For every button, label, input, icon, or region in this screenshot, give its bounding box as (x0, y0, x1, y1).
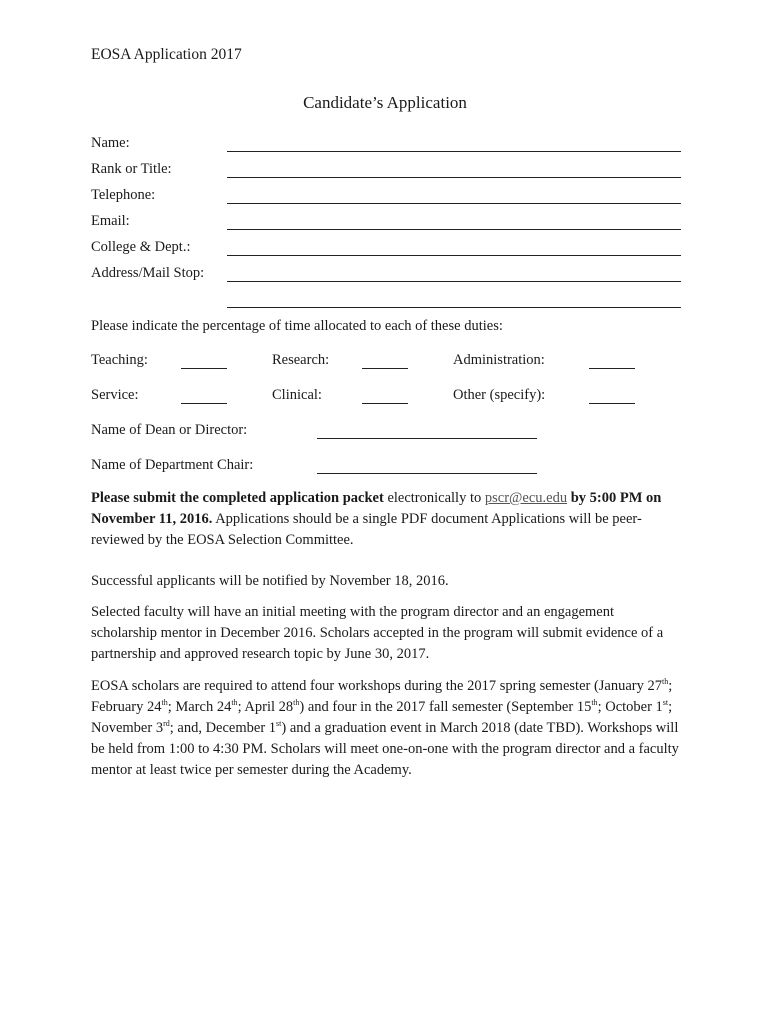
college-line[interactable] (227, 255, 681, 256)
workshops-sup-6: st (662, 698, 669, 708)
document-title: Candidate’s Application (303, 93, 467, 112)
workshops-sup-7: rd (163, 719, 170, 729)
email-field (91, 213, 681, 233)
rank-line[interactable] (227, 177, 681, 178)
dean-line[interactable] (317, 438, 537, 439)
workshops-paragraph (91, 676, 681, 781)
other-blank[interactable] (589, 387, 635, 404)
college-label: College & Dept.: (91, 239, 191, 255)
workshops-sup-2: th (161, 698, 168, 708)
submit-text-1: electronically to (383, 490, 485, 506)
service-blank[interactable] (181, 387, 227, 404)
address-line-2[interactable] (227, 307, 681, 308)
address-field (91, 265, 681, 285)
meeting-paragraph: Selected faculty will have an initial meeting with the program director and an engagement scholarship mentor in December 2016. Scholars accepted in the program will submit evidence of a partnership and approved research topic by June 30, 2017. (91, 604, 664, 662)
rank-label: Rank or Title: (91, 161, 172, 177)
email-line[interactable] (227, 229, 681, 230)
notify-paragraph: Successful applicants will be notified by November 18, 2016. (91, 573, 449, 589)
telephone-line[interactable] (227, 203, 681, 204)
telephone-label: Telephone: (91, 187, 156, 203)
workshops-sup-5: th (591, 698, 598, 708)
service-label: Service: (91, 387, 139, 403)
header-title: EOSA Application 2017 (91, 46, 242, 63)
college-field (91, 239, 681, 259)
workshops-text-4: ; April 28 (237, 699, 294, 715)
chair-label: Name of Department Chair: (91, 457, 254, 473)
workshops-text-9: ) and a graduation event in March 2018 (date TBD). Workshops will be held from 1:00 to 4:30 PM. Scholars will meet one-on-one with the program director and a faculty mentor at least twice per semester during the Academy. (91, 720, 679, 778)
rank-field (91, 161, 681, 181)
submit-text-2: Applications should be a single PDF document Applications will be peer-reviewed by the EOSA Selection Committee. (91, 511, 642, 548)
name-label: Name: (91, 135, 130, 151)
workshops-text-6: ; October 1 (597, 699, 663, 715)
workshops-text-8: ; and, December 1 (169, 720, 277, 736)
name-field (91, 135, 681, 155)
research-blank[interactable] (362, 352, 408, 369)
workshops-text-3: ; March 24 (167, 699, 232, 715)
name-line[interactable] (227, 151, 681, 152)
submit-bold-1: Please submit the completed application packet (91, 490, 384, 506)
submit-bold-2: by 5:00 PM on November 11, 2016. (91, 490, 662, 527)
clinical-blank[interactable] (362, 387, 408, 404)
administration-label: Administration: (453, 352, 545, 368)
workshops-text-7: ; November 3 (91, 699, 673, 736)
research-label: Research: (272, 352, 330, 368)
submit-paragraph (91, 488, 681, 551)
telephone-field (91, 187, 681, 207)
workshops-text-2: ; February 24 (91, 678, 673, 715)
chair-field (91, 457, 537, 477)
clinical-label: Clinical: (272, 387, 322, 403)
duties-intro: Please indicate the percentage of time allocated to each of these duties: (91, 318, 503, 334)
workshops-text-5: ) and four in the 2017 fall semester (September 15 (299, 699, 592, 715)
workshops-sup-1: th (662, 677, 669, 687)
teaching-blank[interactable] (181, 352, 227, 369)
teaching-label: Teaching: (91, 352, 148, 368)
dean-field (91, 422, 537, 442)
dean-label: Name of Dean or Director: (91, 422, 248, 438)
workshops-text-1: EOSA scholars are required to attend four workshops during the 2017 spring semester (January 27 (91, 678, 663, 694)
chair-line[interactable] (317, 473, 537, 474)
address-line[interactable] (227, 281, 681, 282)
administration-blank[interactable] (589, 352, 635, 369)
workshops-sup-4: th (293, 698, 300, 708)
address-field-2 (91, 291, 681, 311)
address-label: Address/Mail Stop: (91, 265, 205, 281)
workshops-sup-3: th (231, 698, 238, 708)
email-label: Email: (91, 213, 130, 229)
submit-email-link[interactable]: pscr@ecu.edu (484, 490, 568, 506)
workshops-sup-8: st (276, 719, 282, 729)
other-label: Other (specify): (453, 387, 546, 403)
